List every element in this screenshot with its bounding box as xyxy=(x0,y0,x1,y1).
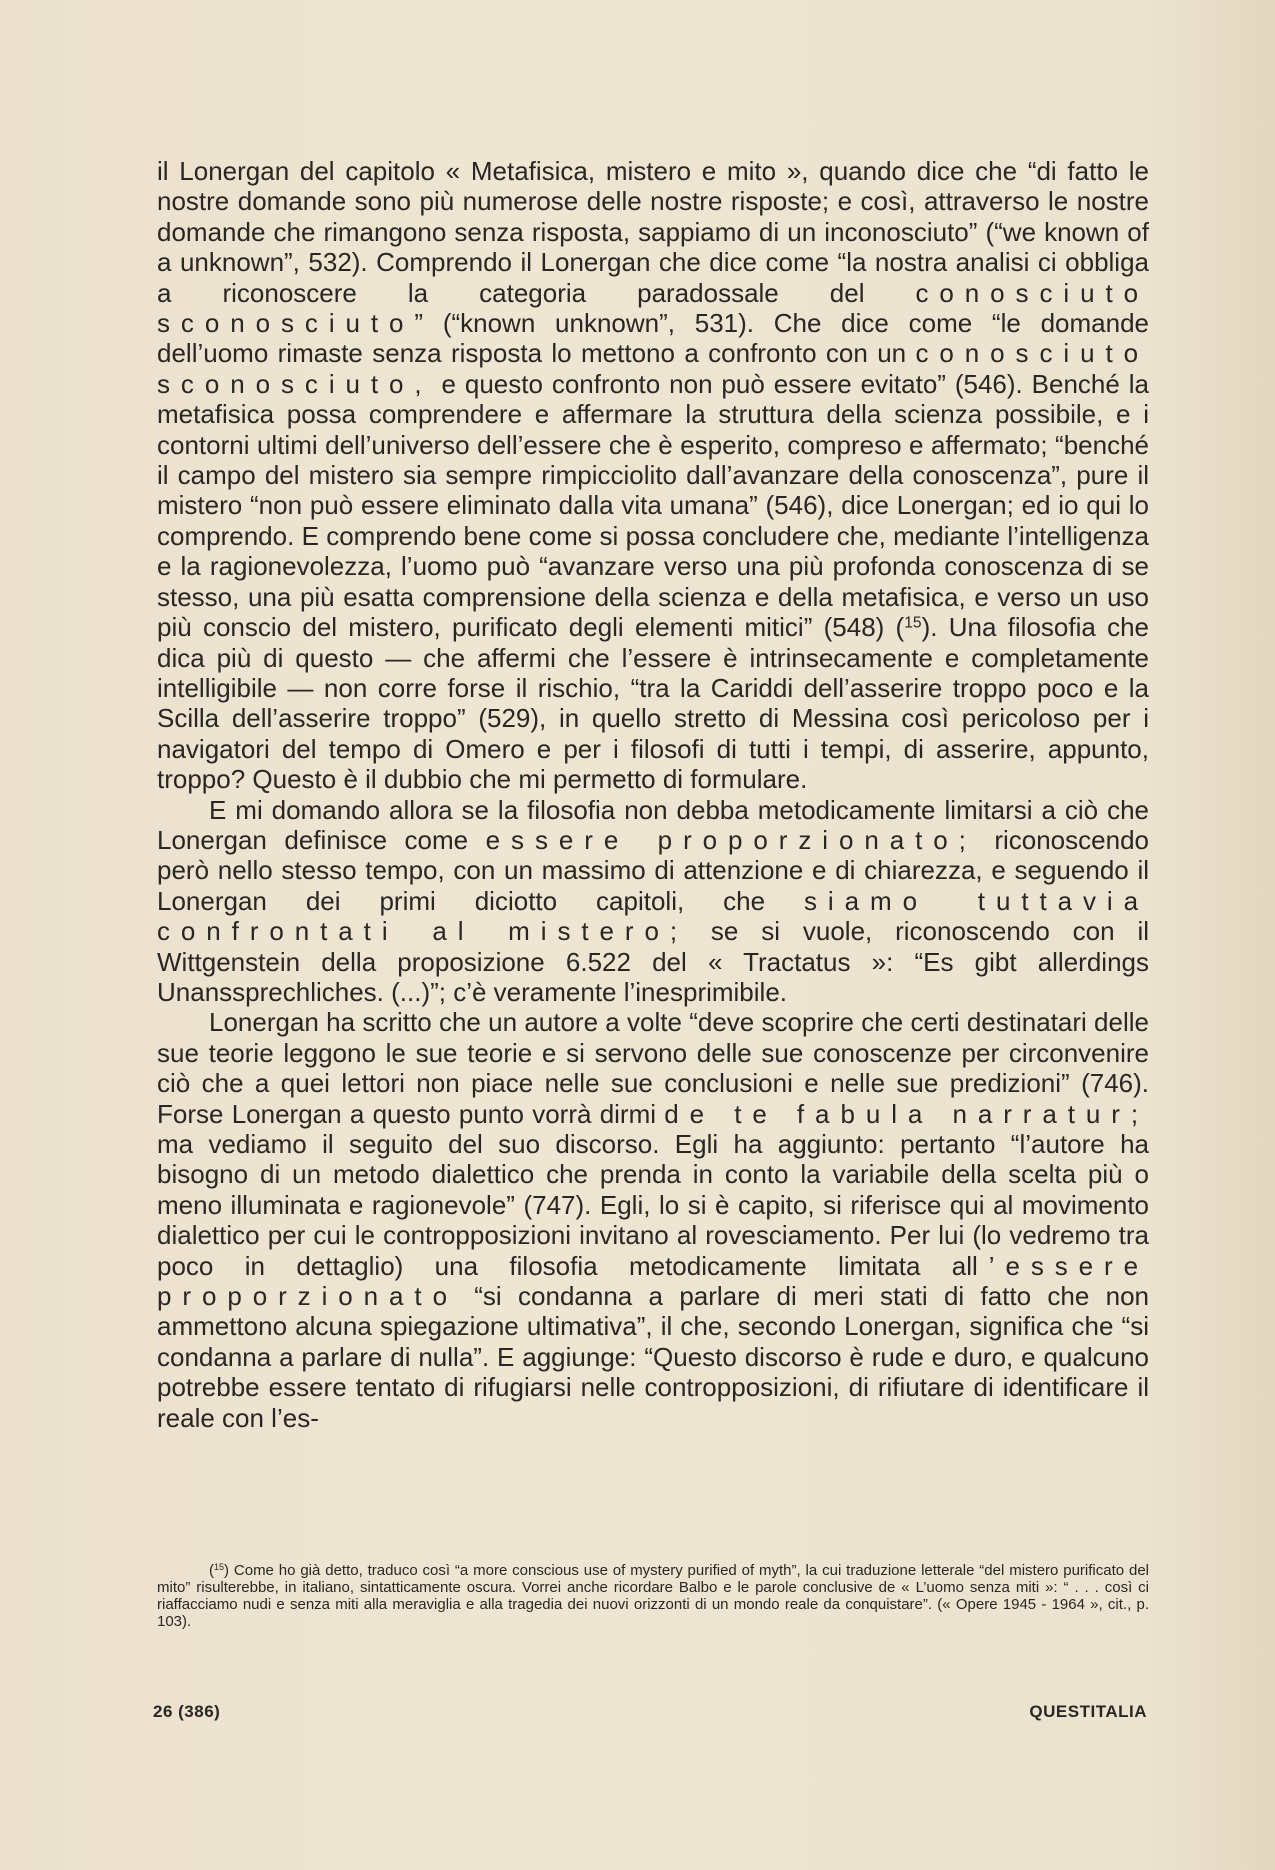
text-run: “si condanna a parlare di meri stati di fatto che non ammettono alcuna spiegazione ultimativa”, il che, secondo Lonergan, significa che “si condanna a parlare di nulla”. E aggiunge: “Questo discorso è rude e duro, e qualcuno potrebbe essere tentato di rifugiarsi nelle contropposizioni, di rifiutare di identificare il reale con l’es- xyxy=(157,1281,1149,1433)
text-run: il Lonergan del capitolo « Metafisica, mistero e mito », quando dice che “di fatto le nostre domande sono più numerose delle nostre risposte; e così, attraverso le nostre domande che rimangono senza risposta, sappiamo di un inconosciuto” (“we known of a unknown”, 532). Comprendo il Lonergan che dice come “la nostra analisi ci obbliga a riconoscere la categoria paradossale del xyxy=(157,156,1149,308)
main-text xyxy=(157,156,1149,1433)
text-run: ma vediamo il seguito del suo discorso. Egli ha aggiunto: pertanto “l’autore ha bisogno di un metodo dialettico che prenda in conto la variabile della scelta più o meno illuminata e ragionevole” (747). Egli, lo si è capito, si riferisce qui al movimento dialettico per cui le contropposizioni invitano al rovesciamento. Per lui (lo vedremo tra poco in dettaglio) una filosofia metodicamente limitata al xyxy=(157,1129,1149,1281)
text-run: ” (“known unknown”, 531). Che dice come “le domande dell’uomo rimaste senza risposta lo mettono a confronto con un xyxy=(157,308,1149,369)
footnote-reference: 15 xyxy=(904,614,922,632)
text-run: e questo confronto non può essere evitato” (546). Benché la metafisica possa comprendere e affermare la struttura della scienza possibile, e i contorni ultimi dell’universo dell’essere che è esperito, compreso e affermato; “benché il campo del mistero sia sempre rimpicciolito dall’avanzare della conoscenza”, pure il mistero “non può essere eliminato dalla vita umana” (546), dice Lonergan; ed io qui lo comprendo. E comprendo bene come si possa concludere che, mediante l’intelligenza e la ragionevolezza, l’uomo può “avanzare verso una più profonda conoscenza di se stesso, una più esatta comprensione della scienza e della metafisica, e verso un uso più conscio del mistero, purificato degli elementi mitici” (548) ( xyxy=(157,368,1149,643)
footnote-text: Come ho già detto, traduco così “a more conscious use of mystery purified of myth”, la cui traduzione letterale “del mistero purificato del mito” risulterebbe, in italiano, sintatticamente oscura. Vorrei anche ricordare Balbo e le parole conclusive de « L’uomo senza miti »: “ . . . così ci riaffacciamo nudi e senza miti alla meraviglia e alla tragedia dei nuovi orizzonti di un mondo reale da conquistare”. (« Opere 1945 - 1964 », cit., p. 103). xyxy=(157,1562,1149,1630)
text-run: E mi domando allora se la filosofia non debba metodicamente limitarsi a ciò che Lonergan definisce come xyxy=(157,794,1149,855)
spaced-emphasis: conosciuto sconosciuto xyxy=(157,277,1149,339)
paragraph-2 xyxy=(157,795,1149,1008)
spaced-emphasis: conosciuto sconosciuto, xyxy=(157,338,1149,399)
spaced-emphasis: essere proporzionato; xyxy=(485,824,977,855)
journal-name: QUESTITALIA xyxy=(1029,1702,1147,1721)
spaced-emphasis: l’essere proporzionato xyxy=(157,1250,1149,1312)
text-run: Lonergan ha scritto che un autore a volte “deve scoprire che certi destinatari delle sue teorie leggono le sue teorie e si servono delle sue conoscenze per circonvenire ciò che a quei lettori non piace nelle sue conclusioni e nelle sue predizioni” (746). Forse Lonergan a questo punto vorrà dirmi xyxy=(157,1007,1149,1129)
paragraph-3 xyxy=(157,1007,1149,1433)
text-run: se si vuole, riconoscendo con il Wittgenstein della proposizione 6.522 del « Tractatus »: “Es gibt allerdings Unanssprechliches. (...)”; c’è veramente l’inesprimibile. xyxy=(157,916,1149,1007)
page-number: 26 (386) xyxy=(153,1702,221,1721)
text-run: riconoscendo però nello stesso tempo, con un massimo di attenzione e di chiarezza, e seguendo il Lonergan dei primi diciotto capitoli, che xyxy=(157,824,1149,916)
footnote: ($^{15}$) Come ho già detto, traduco così “a more conscious use of mystery purified of myth”, la cui traduzione letterale “del mistero purificato del mito” risulterebbe, in italiano, sintatticamente oscura. Vorrei anche ricordare Balbo e le parole conclusive de « L’uomo senza miti »: “ . . . così ci riaffacciamo nudi e senza miti alla meraviglia e alla tragedia dei nuovi orizzonti di un mondo reale da conquistare”. (« Opere 1945 - 1964 », cit., p. 103). xyxy=(157,1562,1149,1630)
paragraph-1 xyxy=(157,156,1149,795)
text-run: ). Una filosofia che dica più di questo — che affermi che l’essere è intrinsecamente e completamente intelligibile — non corre forse il rischio, “tra la Cariddi dell’asserire troppo poco e la Scilla dell’asserire troppo” (529), in quello stretto di Messina così pericoloso per i navigatori del tempo di Omero e per i filosofi di tutti i tempi, di asserire, appunto, troppo? Questo è il dubbio che mi permetto di formulare. xyxy=(157,612,1150,795)
spaced-emphasis: de te fabula narratur; xyxy=(664,1098,1149,1129)
spaced-emphasis: siamo tuttavia confrontati al mistero; xyxy=(157,885,1149,947)
footnote-number: 15 xyxy=(214,1562,225,1573)
